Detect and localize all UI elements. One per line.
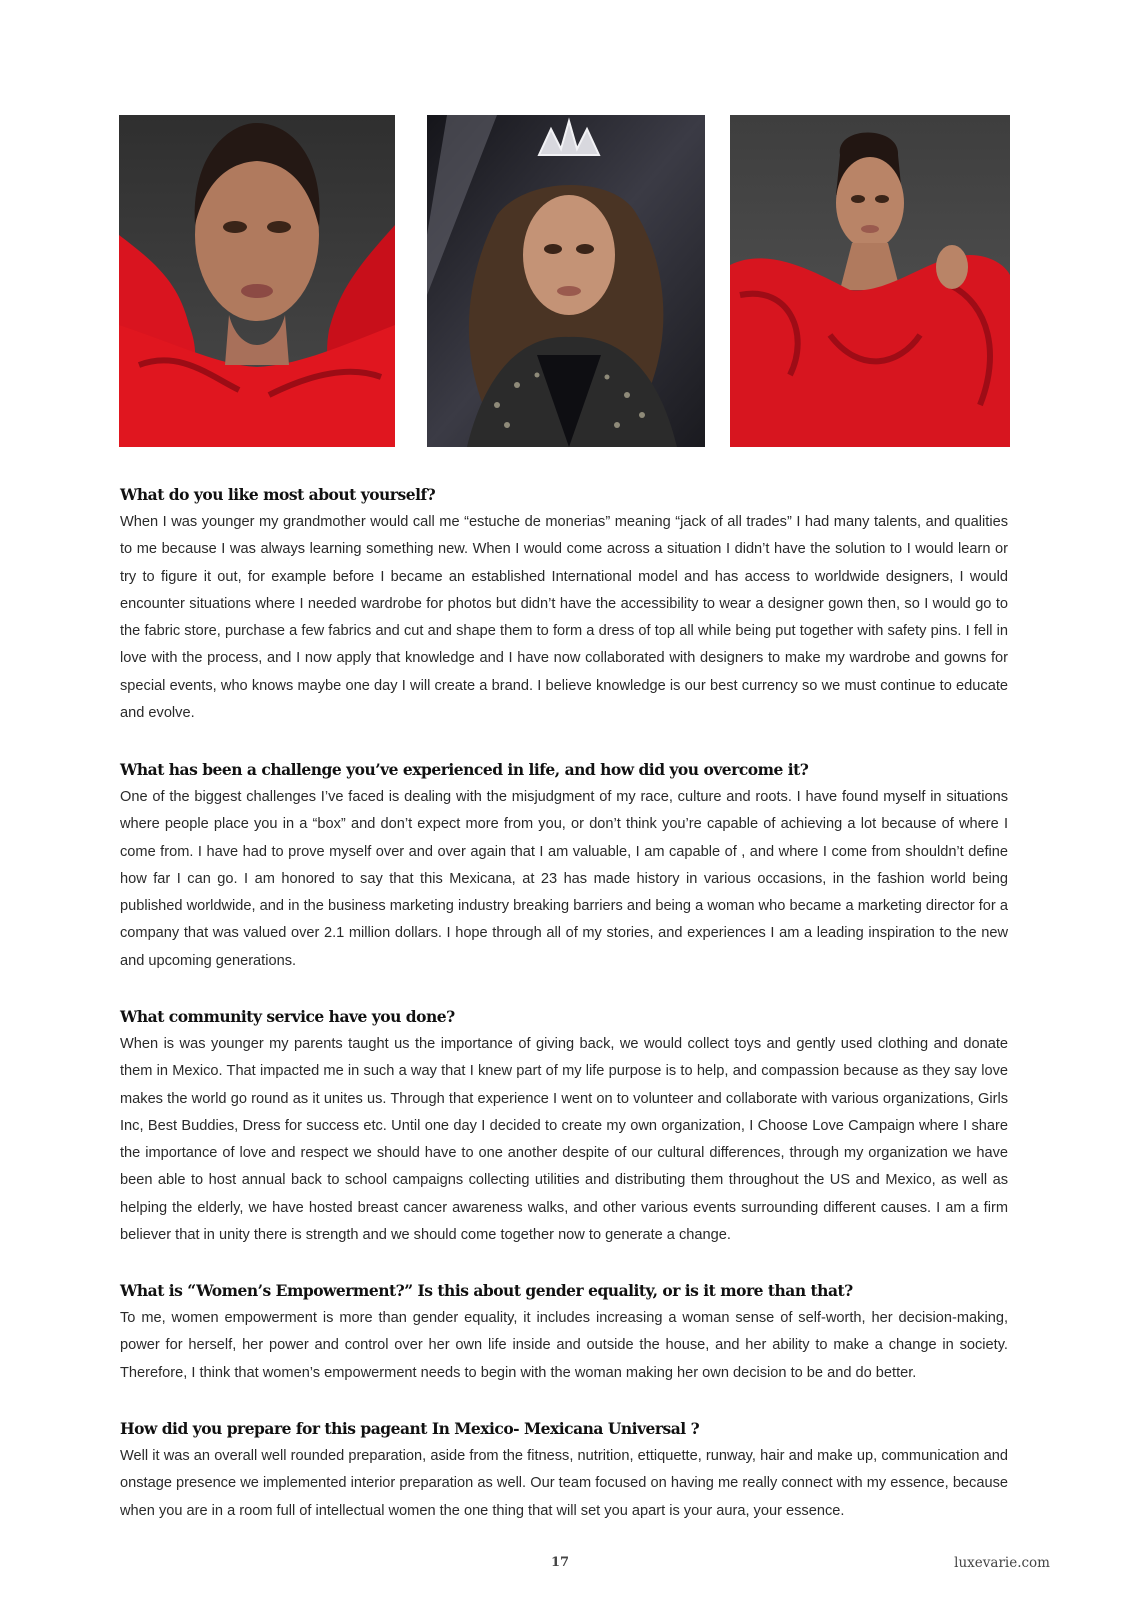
answer-paragraph: When is was younger my parents taught us the importance of giving back, we would collect toys and gently used clothing and donate them in Mexico. That impacted me in such a way that I knew part of my life purpose is to help, and compassion because as they say love makes the world go round as it unites us. Through that experience I went on to volunteer and collaborate with various organizations, Girls Inc, Best Buddies, Dress for success etc. Until one day I decided to create my own organization, I Choose Love Campaign where I share the importance of love and respect we should have to one another despite of our cultural differences, through my organization we have been able to host annual back to school campaigns collecting utilities and distributing them throughout the US and Mexico, as well as helping the elderly, we have hosted breast cancer awareness walks, and other various events surrounding different causes. I am a firm believer that in unity there is strength and we should come together now to generate a change.	[120, 1036, 1008, 1244]
qa-section	[120, 760, 1008, 975]
question-heading: What is “Women’s Empowerment?” Is this about gender equality, or is it more than that?	[120, 1281, 853, 1300]
answer-paragraph: When I was younger my grandmother would call me “estuche de monerias” meaning “jack of all trades” I had many talents, and qualities to me because I was always learning something new. When I would come across a situation I didn’t have the solution to I would learn or try to figure it out, for example before I became an established International model and has access to worldwide designers, I would encounter situations where I needed wardrobe for photos but didn’t have the accessibility to wear a designer gown then, so I would go to the fabric store, purchase a few fabrics and cut and shape them to form a dress of top all while being put together with safety pins. I fell in love with the process, and I now apply that knowledge and I have now collaborated with designers to make my wardrobe and gowns for special events, who knows maybe one day I will create a brand. I believe knowledge is our best currency so we must continue to educate and evolve.	[120, 514, 1008, 722]
qa-section	[120, 1419, 1008, 1525]
page-number: 17	[550, 1555, 570, 1570]
answer-paragraph: One of the biggest challenges I’ve faced is dealing with the misjudgment of my race, culture and roots. I have found myself in situations where people place you in a “box” and don’t expect more from you, or don’t think you’re capable of achieving a lot because of where I come from. I have had to prove myself over and over again that I am valuable, I am capable of , and where I come from shouldn’t define how far I can go. I am honored to say that this Mexicana, at 23 has made history in various occasions, in the fashion world being published worldwide, and in the business marketing industry breaking barriers and being a woman who became a marketing director for a company that was valued over 2.1 million dollars. I hope through all of my stories, and experiences I am a leading inspiration to the new and upcoming generations.	[120, 789, 1008, 969]
question-heading: What has been a challenge you’ve experienced in life, and how did you overcome it?	[120, 760, 809, 779]
portrait-photo-red-ruffle	[119, 115, 395, 447]
portrait-photo-crown	[427, 115, 705, 447]
answer-paragraph: Well it was an overall well rounded preparation, aside from the fitness, nutrition, ettiquette, runway, hair and make up, communication and onstage presence we implemented interior preparation as well. Our team focused on having me really connect with my essence, because when you are in a room full of intellectual women the one thing that will set you apart is your aura, your essence.	[120, 1448, 1008, 1519]
answer-paragraph: To me, women empowerment is more than gender equality, it includes increasing a woman sense of self-worth, her decision-making, power for herself, her power and control over her own life inside and outside the house, and her ability to make a change in society. Therefore, I think that women’s empowerment needs to begin with the woman making her own decision to be and do better.	[120, 1310, 1008, 1381]
question-heading: What community service have you done?	[120, 1007, 455, 1026]
qa-section	[120, 1007, 1008, 1249]
site-name: luxevarie.com	[954, 1555, 1050, 1571]
qa-section	[120, 485, 1008, 727]
question-heading: What do you like most about yourself?	[120, 485, 436, 504]
portrait-photo-red-tulle	[730, 115, 1010, 447]
qa-section	[120, 1281, 1008, 1387]
question-heading: How did you prepare for this pageant In Mexico- Mexicana Universal ?	[120, 1419, 700, 1438]
